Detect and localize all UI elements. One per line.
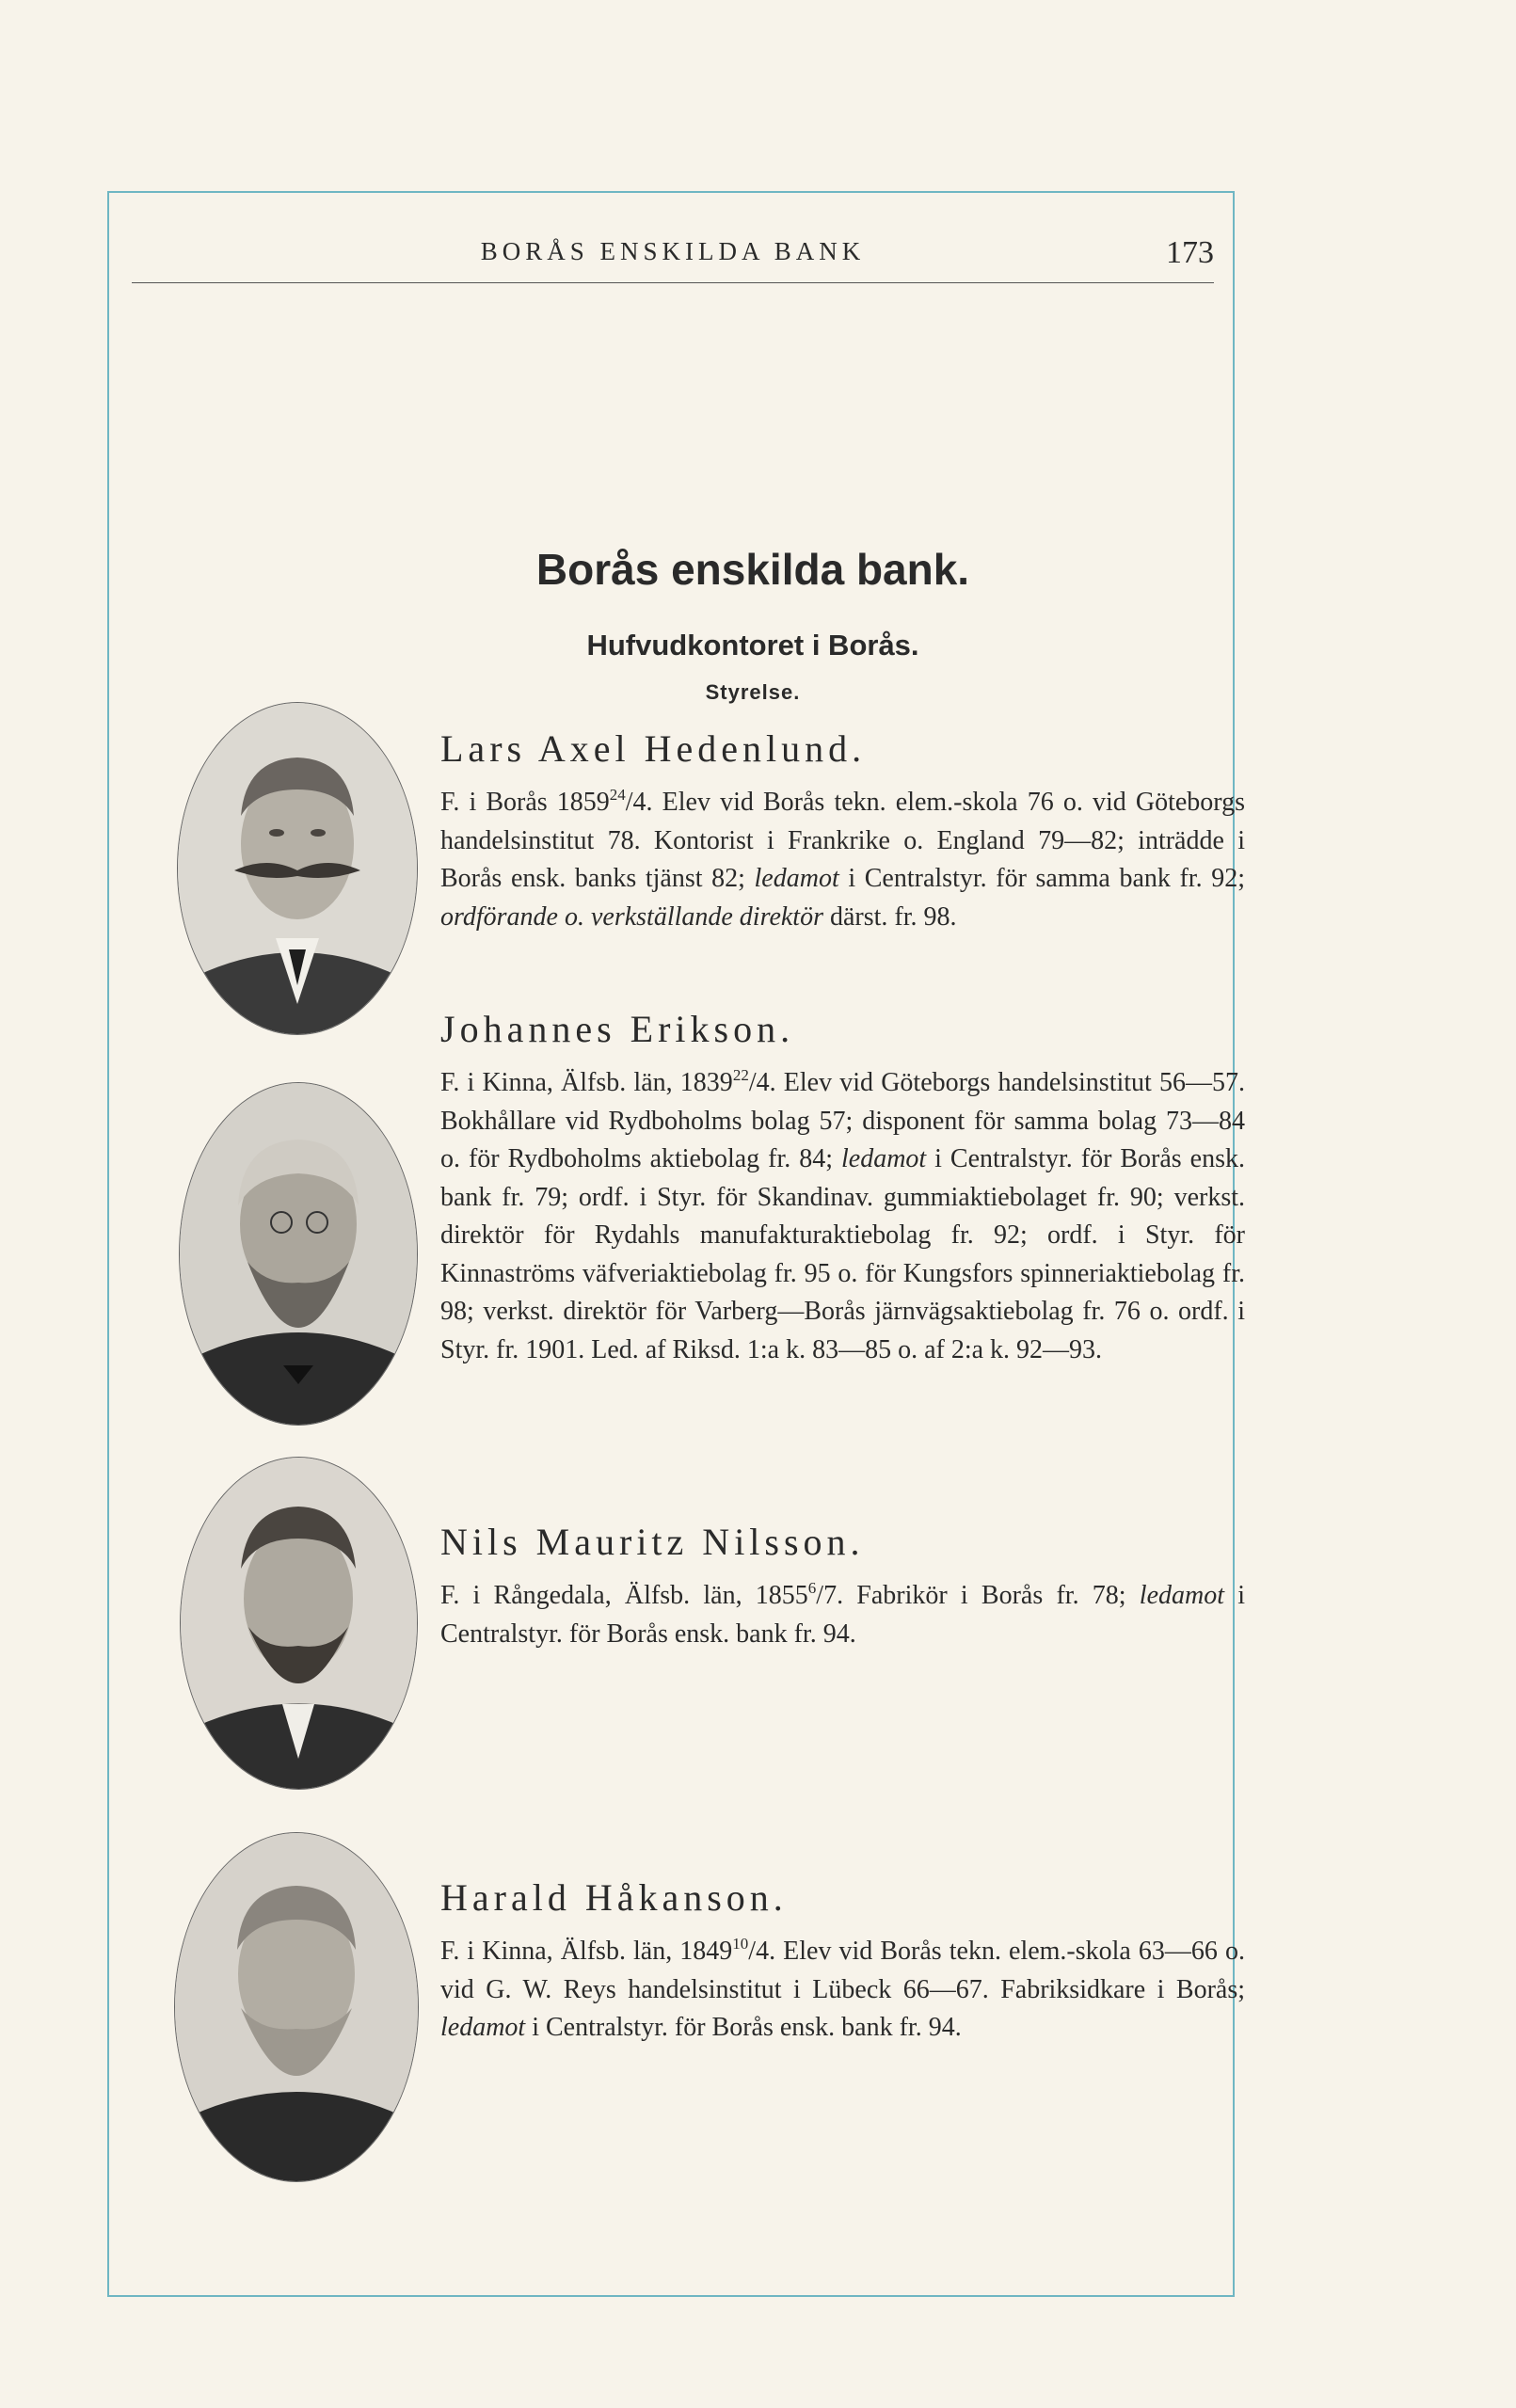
person-bio — [440, 1577, 1245, 1653]
bio-text: F. i Kinna, Älfsb. län, 1849 — [440, 1937, 733, 1966]
portrait-nilsson — [180, 1457, 418, 1790]
person-name: Nils Mauritz Nilsson. — [440, 1521, 865, 1563]
person-name: Harald Håkanson. — [440, 1876, 788, 1919]
date-superscript: 6 — [807, 1579, 817, 1597]
person-name: Lars Axel Hedenlund. — [440, 727, 867, 770]
bank-title: Borås enskilda bank. — [535, 545, 970, 594]
bio-text: F. i Borås 1859 — [440, 788, 610, 817]
person-entry — [440, 726, 1245, 936]
person-entry — [440, 1875, 1245, 2048]
bio-text: därst. fr. 98. — [822, 901, 957, 932]
italic-title: ledamot — [440, 2013, 526, 2042]
person-bio — [440, 1933, 1245, 2048]
bio-text: F. i Kinna, Älfsb. län, 1839 — [440, 1068, 733, 1097]
italic-title: ledamot — [840, 1144, 927, 1173]
bio-text: /4. Elev vid Borås tekn. elem.-skola 76 o. vid Göteborgs handelsinstitut 78. Kontorist i Frankrike o. England 79—82; inträdde i Borås ensk. banks tjänst 82; — [440, 788, 1245, 893]
board-title: Styrelse. — [705, 680, 801, 704]
italic-title: ordförande o. verkställande direktör — [440, 901, 823, 932]
office-title: Hufvudkontoret i Borås. — [586, 629, 919, 662]
portrait-hedenlund — [177, 702, 418, 1035]
date-superscript: 22 — [732, 1066, 749, 1084]
bio-text: i Centralstyr. för Borås ensk. bank fr. 94. — [525, 2013, 962, 2042]
person-entry — [440, 1007, 1245, 1369]
person-name: Johannes Erikson. — [440, 1008, 795, 1050]
running-header — [132, 235, 1214, 283]
italic-title: ledamot — [1139, 1581, 1225, 1610]
person-entry — [440, 1520, 1245, 1653]
person-bio — [440, 1064, 1245, 1369]
bio-text: /7. Fabrikör i Borås fr. 78; — [816, 1581, 1140, 1610]
portrait-erikson — [179, 1082, 418, 1426]
date-superscript: 10 — [732, 1935, 749, 1953]
person-bio — [440, 784, 1245, 936]
bio-text: i Centralstyr. för samma bank fr. 92; — [838, 864, 1245, 893]
page-number: 173 — [1166, 235, 1214, 270]
running-title: BORÅS ENSKILDA BANK — [480, 237, 866, 265]
date-superscript: 24 — [609, 786, 626, 804]
bio-text: i Centralstyr. för Borås ensk. bank fr. 94. — [440, 1581, 1246, 1649]
bio-text: /4. Elev vid Borås tekn. elem.-skola 63—66 o. vid G. W. Reys handelsinstitut i Lübeck 66—67. Fabriksidkare i Borås; — [440, 1937, 1245, 2004]
bio-text: i Centralstyr. för Borås ensk. bank fr. 79; ordf. i Styr. för Skandinav. gummiaktiebolaget fr. 90; verkst. direktör för Rydahls manufakturaktiebolag fr. 92; ordf. i Styr. för Kinnaströms väfveriaktiebolag fr. 95 o. för Kungsfors spinneriaktiebolag fr. 98; verkst. direktör för Varberg—Borås järnvägsaktiebolag fr. 76 o. ordf. i Styr. fr. 1901. Led. af Riksd. 1:a k. 83—85 o. af 2:a k. 92—93. — [440, 1144, 1245, 1364]
bio-text: /4. Elev vid Göteborgs handelsinstitut 56—57. Bokhållare vid Rydboholms bolag 57; disponent för samma bolag 73—84 o. för Rydboholms aktiebolag fr. 84; — [440, 1068, 1245, 1173]
bio-text: F. i Rångedala, Älfsb. län, 1855 — [440, 1581, 808, 1610]
italic-title: ledamot — [754, 864, 839, 893]
portrait-hakanson — [174, 1832, 419, 2182]
